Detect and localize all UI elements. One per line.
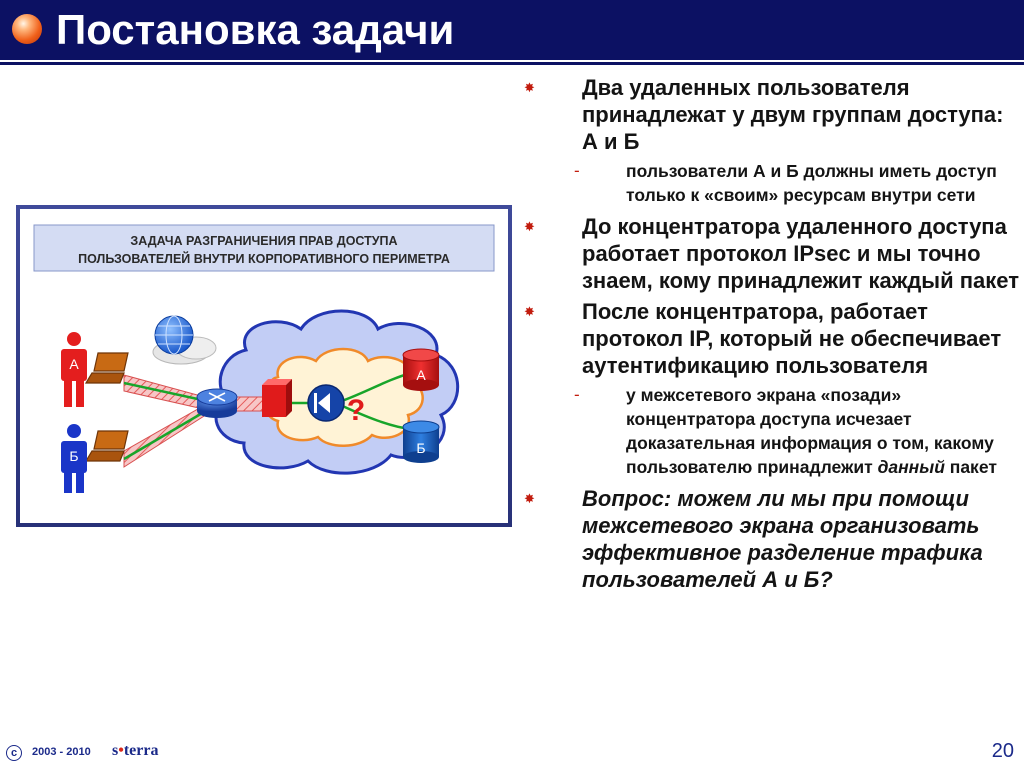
bullet-list: [520, 74, 1020, 597]
bullet-marker-icon: ✸: [524, 304, 535, 319]
bullet-marker-icon: ✸: [524, 80, 535, 95]
diagram-caption-line-1: ЗАДАЧА РАЗГРАНИЧЕНИЯ ПРАВ ДОСТУПА: [130, 234, 398, 248]
sub-bullet-dash: -: [574, 161, 580, 180]
question-mark: ?: [346, 394, 366, 427]
sub-bullet-item: [520, 159, 1020, 207]
title-bullet-icon: [12, 14, 42, 44]
title-underline: [0, 62, 1024, 65]
copyright-icon: c: [6, 745, 22, 761]
user-a-label: А: [69, 356, 79, 372]
bullet-item: [520, 298, 1020, 379]
copyright-years: 2003 - 2010: [32, 746, 91, 758]
diagram-caption-line-2: ПОЛЬЗОВАТЕЛЕЙ ВНУТРИ КОРПОРАТИВНОГО ПЕРИМЕТРА: [78, 252, 450, 266]
sub-bullet-item: [520, 383, 1020, 479]
emphasized-text: данный: [877, 457, 945, 477]
logo-prefix: s: [112, 742, 119, 759]
user-b-label: Б: [69, 448, 79, 464]
slide-title: Постановка задачи: [56, 6, 455, 53]
bullet-item: [520, 485, 1020, 593]
bullet-item: [520, 74, 1020, 155]
sub-bullet-text: [626, 383, 1020, 479]
logo-suffix: terra: [123, 742, 159, 759]
resource-a-label: А: [416, 367, 426, 383]
sub-bullet-dash: -: [574, 385, 580, 404]
logo-dot: •: [118, 742, 124, 759]
title-bar: [0, 0, 1024, 60]
sub-bullet-text-part: у межсетевого экрана «позади» концентратора доступа исчезает доказательная информация о том, какому пользователю принадлежит: [626, 385, 994, 477]
network-diagram: [16, 205, 512, 527]
sub-bullet-text-part: пакет: [944, 457, 997, 477]
bullet-item: [520, 213, 1020, 294]
bullet-text: Два удаленных пользователя принадлежат у двум группам доступа: А и Б: [582, 75, 1004, 154]
bullet-text: Вопрос: можем ли мы при помощи межсетевого экрана организовать эффективное разделение трафика пользователей А и Б?: [582, 486, 983, 592]
page-number: 20: [991, 740, 1014, 762]
vpn-gateway-icon: [308, 385, 344, 421]
company-logo: [112, 742, 158, 760]
bullet-marker-icon: ✸: [524, 219, 535, 234]
sub-bullet-text-part: пользователи А и Б должны иметь доступ только к «своим» ресурсам внутри сети: [626, 161, 997, 205]
sub-bullet-text: [626, 159, 1020, 207]
bullet-text: После концентратора, работает протокол IP, который не обеспечивает аутентификацию пользователя: [582, 299, 1002, 378]
router-icon: [197, 389, 237, 418]
bullet-text: До концентратора удаленного доступа работает протокол IPsec и мы точно знаем, кому принадлежит каждый пакет: [582, 214, 1019, 293]
firewall-icon: [262, 379, 292, 417]
resource-b-label: Б: [416, 440, 426, 456]
bullet-marker-icon: ✸: [524, 491, 535, 506]
